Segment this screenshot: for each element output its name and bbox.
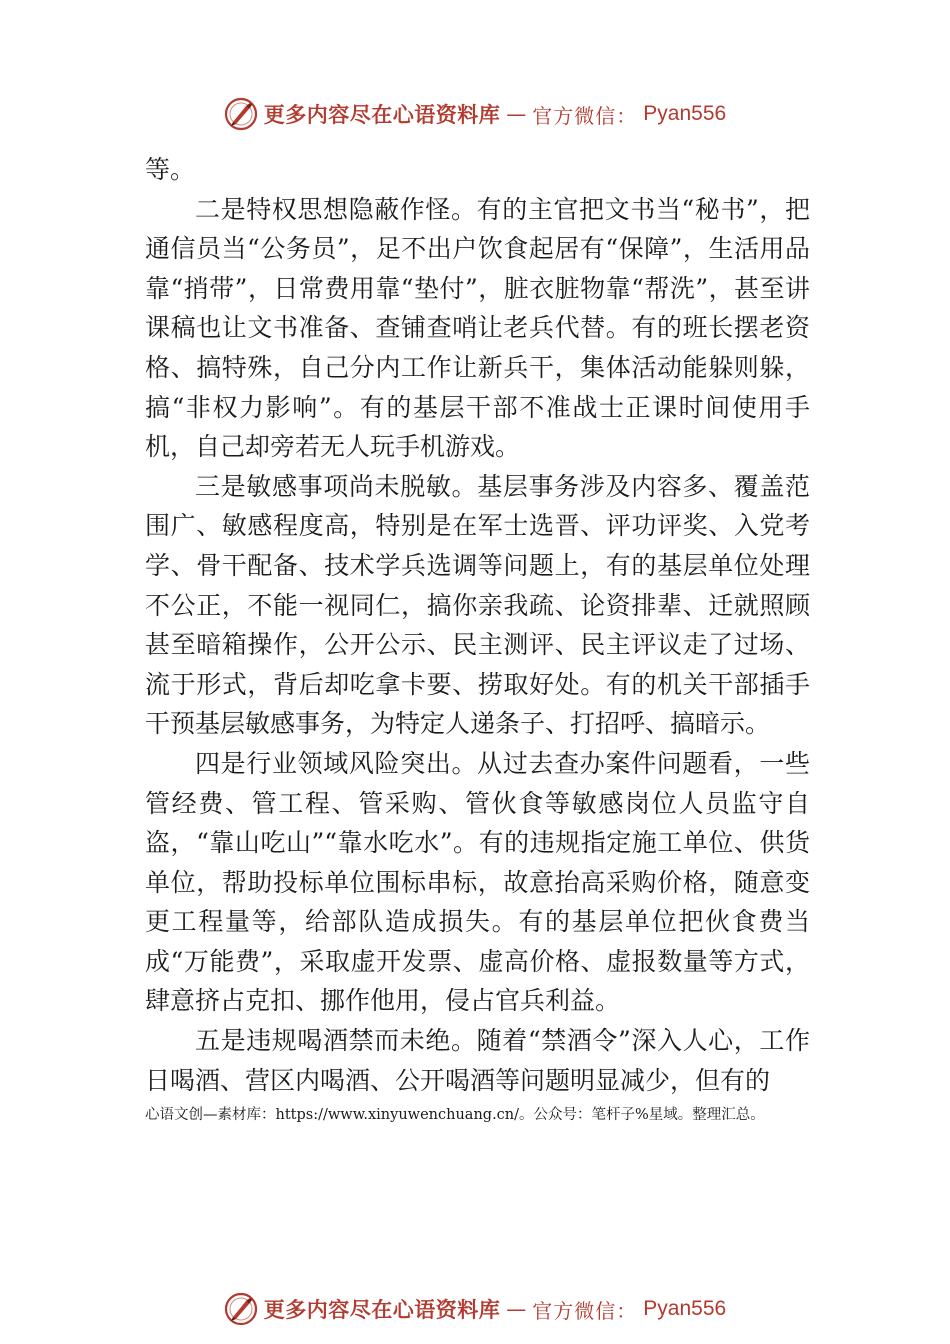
footer-watermark [0, 1287, 950, 1331]
quill-pen-seal-icon [224, 1292, 258, 1326]
watermark-dash: — [506, 102, 527, 126]
watermark-handle: Pyan556 [643, 1297, 727, 1320]
watermark-brand: 更多内容尽在心语资料库 [263, 1297, 501, 1322]
watermark-official-label: 官方微信： [532, 103, 638, 128]
footnote-source: 心语文创—素材库：https://www.xinyuwenchuang.cn/。公众号：笔杆子%星域。整理汇总。 [145, 1107, 765, 1123]
watermark-dash: — [506, 1297, 527, 1321]
paragraph-continuation: 等。 [145, 155, 196, 184]
document-body [145, 150, 810, 1100]
paragraph-sensitive-matters: 三是敏感事项尚未脱敏。基层事务涉及内容多、覆盖范围广、敏感程度高，特别是在军士选晋、评功评奖、入党考学、骨干配备、技术学兵选调等问题上，有的基层单位处理不公正，不能一视同仁，搞你亲我疏、论资排辈、迁就照顾甚至暗箱操作，公开公示、民主测评、民主评议走了过场、 流于形式，背后却吃拿卡要、捞取好处。有的机关干部插手干预基层敏感事务，为特定人递条子、打招呼、搞暗示。 [145, 471, 810, 739]
watermark-official-label: 官方微信： [532, 1298, 638, 1323]
paragraph-drinking: 五是违规喝酒禁而未绝。随着“禁酒令”深入人心，工作日喝酒、营区内喝酒、公开喝酒等问题明显减少，但有的 [145, 1026, 810, 1095]
watermark-handle: Pyan556 [643, 102, 727, 125]
quill-pen-seal-icon [224, 97, 258, 131]
watermark-brand: 更多内容尽在心语资料库 [263, 102, 501, 127]
paragraph-industry-risk: 四是行业领域风险突出。从过去查办案件问题看，一些管经费、管工程、管采购、管伙食等敏感岗位人员监守自盗，“靠山吃山”“靠水吃水”。有的违规指定施工单位、供货单位，帮助投标单位围标串标，故意抬高采购价格，随意变更工程量等，给部队造成损失。有的基层单位把伙食费当成“万能费”，采取虚开发票、虚高价格、虚报数量等方式，肆意挤占克扣、挪作他用，侵占官兵利益。 [145, 748, 810, 1016]
paragraph-privilege: 二是特权思想隐蔽作怪。有的主官把文书当“秘书”，把通信员当“公务员”，足不出户饮食起居有“保障”，生活用品靠“捎带”，日常费用靠“垫付”，脏衣脏物靠“帮洗”，甚至讲课稿也让文书准备、查铺查哨让老兵代替。有的班长摆老资格、搞特殊，自己分内工作让新兵干，集体活动能躲则躲，搞“非权力影响”。有的基层干部不准战士正课时间使用手机，自己却旁若无人玩手机游戏。 [145, 194, 810, 462]
header-watermark [0, 92, 950, 136]
